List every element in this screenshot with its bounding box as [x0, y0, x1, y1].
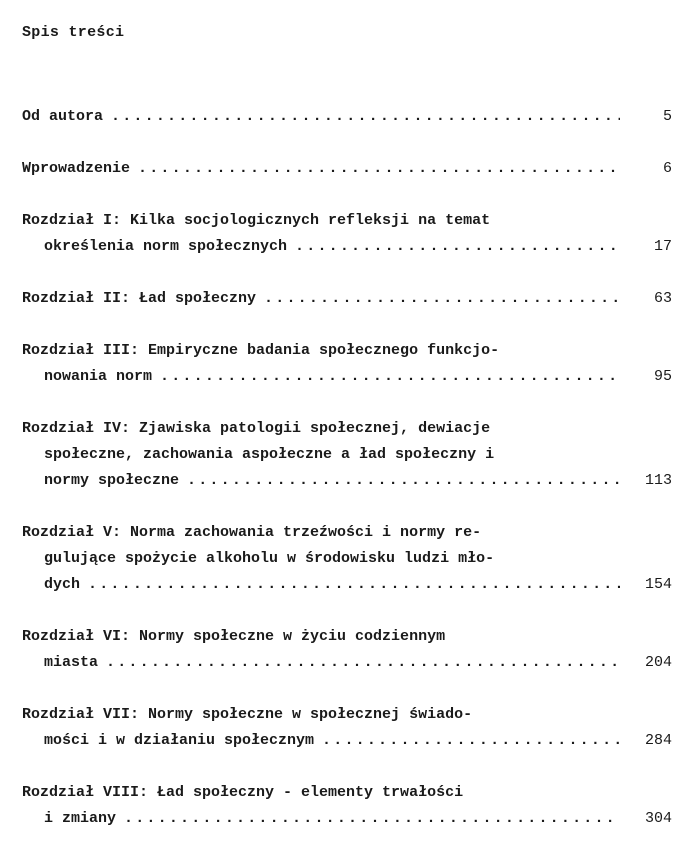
- dot-leader: [187, 468, 620, 494]
- page-title: Spis treści: [22, 24, 125, 41]
- dot-leader: [111, 104, 620, 130]
- dot-leader: [106, 650, 620, 676]
- toc-entry-title: określenia norm społecznych: [44, 238, 288, 255]
- toc-page-number: 154: [644, 576, 672, 593]
- dot-leader: [160, 364, 620, 390]
- toc-entry: [22, 416, 672, 494]
- toc-entry-line: Rozdział V: Norma zachowania trzeźwości i normy re-: [22, 524, 482, 541]
- toc-entry: [22, 624, 672, 676]
- toc-entry: [22, 338, 672, 390]
- toc-page-number: 6: [662, 160, 672, 177]
- toc-entry-line: gulujące spożycie alkoholu w środowisku ludzi mło-: [44, 550, 495, 567]
- toc-entry-line: Rozdział VIII: Ład społeczny - elementy trwałości: [22, 784, 464, 801]
- toc-entry: [22, 702, 672, 754]
- table-of-contents: [22, 104, 672, 858]
- toc-entry-title: nowania norm: [44, 368, 153, 385]
- toc-entry-last-line: [22, 728, 672, 754]
- toc-entry-line: Rozdział I: Kilka socjologicznych refleksji na temat: [22, 212, 491, 229]
- toc-entry-last-line: [22, 156, 672, 182]
- toc-entry-title: normy społeczne: [44, 472, 180, 489]
- toc-entry-line: Rozdział VII: Normy społeczne w społecznej świado-: [22, 706, 473, 723]
- toc-entry: [22, 780, 672, 832]
- toc-entry-last-line: [22, 286, 672, 312]
- toc-entry: [22, 208, 672, 260]
- toc-entry-last-line: [22, 650, 672, 676]
- toc-entry-last-line: [22, 364, 672, 390]
- toc-entry: [22, 286, 672, 312]
- toc-entry-last-line: [22, 468, 672, 494]
- dot-leader: [322, 728, 620, 754]
- toc-page-number: 17: [653, 238, 672, 255]
- toc-entry-title: dych: [44, 576, 81, 593]
- dot-leader: [124, 806, 620, 832]
- toc-page-number: 113: [644, 472, 672, 489]
- dot-leader: [138, 156, 620, 182]
- dot-leader: [88, 572, 620, 598]
- toc-page-number: 95: [653, 368, 672, 385]
- toc-entry-last-line: [22, 806, 672, 832]
- toc-entry: [22, 104, 672, 130]
- toc-entry-line: społeczne, zachowania aspołeczne a ład społeczny i: [44, 446, 495, 463]
- toc-entry-last-line: [22, 234, 672, 260]
- toc-page-number: 284: [644, 732, 672, 749]
- toc-entry-title: miasta: [44, 654, 99, 671]
- toc-page-number: 63: [653, 290, 672, 307]
- toc-entry-last-line: [22, 104, 672, 130]
- toc-page-number: 5: [662, 108, 672, 125]
- toc-entry-title: mości i w działaniu społecznym: [44, 732, 315, 749]
- toc-entry: [22, 156, 672, 182]
- toc-entry-last-line: [22, 572, 672, 598]
- dot-leader: [264, 286, 620, 312]
- toc-page-number: 204: [644, 654, 672, 671]
- toc-entry-title: i zmiany: [44, 810, 117, 827]
- toc-page-number: 304: [644, 810, 672, 827]
- toc-entry-line: Rozdział III: Empiryczne badania społecznego funkcjo-: [22, 342, 500, 359]
- toc-entry-line: Rozdział IV: Zjawiska patologii społecznej, dewiacje: [22, 420, 491, 437]
- toc-entry: [22, 520, 672, 598]
- dot-leader: [295, 234, 620, 260]
- toc-entry-title: Wprowadzenie: [22, 160, 131, 177]
- toc-entry-title: Od autora: [22, 108, 104, 125]
- toc-entry-line: Rozdział VI: Normy społeczne w życiu codziennym: [22, 628, 446, 645]
- toc-entry-title: Rozdział II: Ład społeczny: [22, 290, 257, 307]
